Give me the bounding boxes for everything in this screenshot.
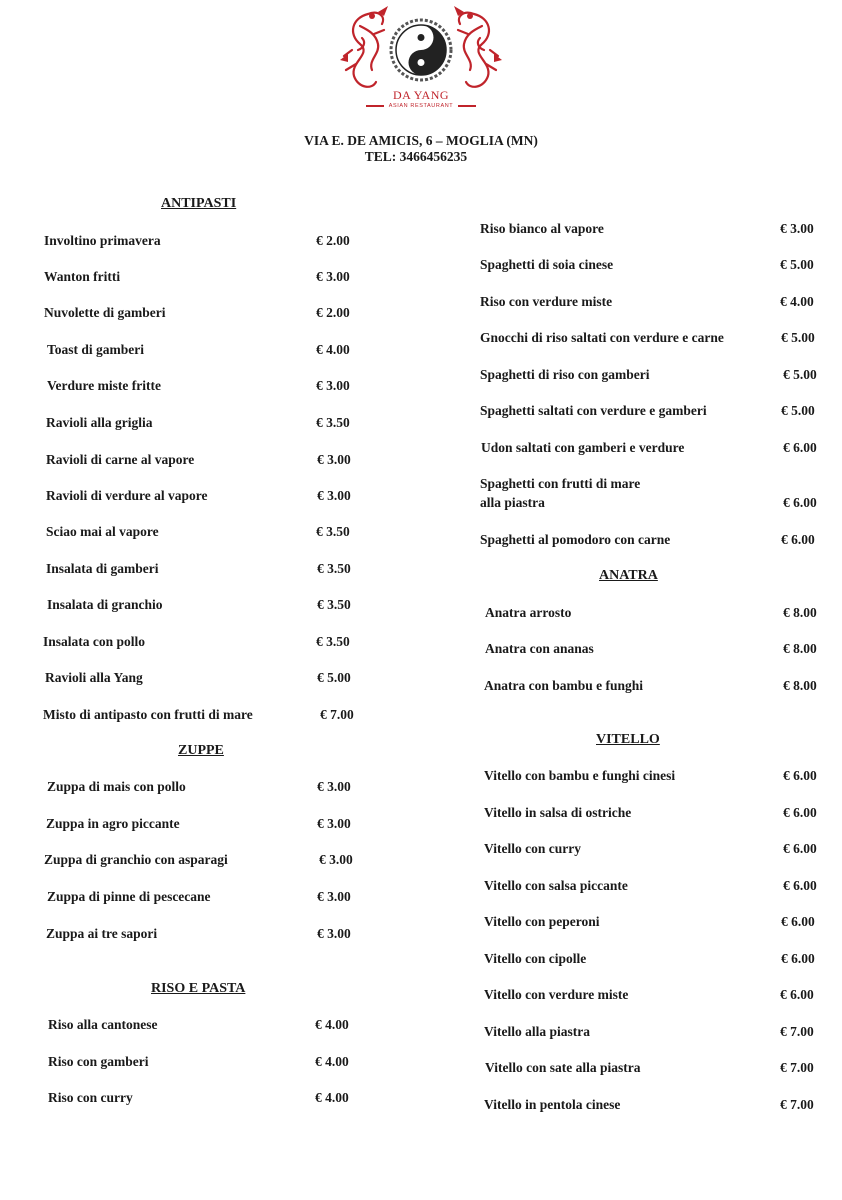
- menu-item: Udon saltati con gamberi e verdure: [481, 440, 685, 455]
- section-title-vitello: VITELLO: [596, 732, 660, 747]
- menu-item: Insalata con pollo: [43, 634, 146, 649]
- menu-price: € 4.00: [316, 342, 350, 357]
- menu-item: Zuppa di mais con pollo: [47, 779, 186, 794]
- menu-price: € 6.00: [783, 768, 817, 783]
- menu-price: € 3.50: [316, 415, 350, 430]
- menu-item: Spaghetti di riso con gamberi: [480, 367, 650, 382]
- menu-item: Vitello con curry: [484, 841, 581, 856]
- menu-item: Riso con gamberi: [48, 1054, 149, 1069]
- menu-item: Spaghetti di soia cinese: [480, 257, 614, 272]
- menu-price: € 7.00: [780, 1060, 814, 1075]
- section-title-antipasti: ANTIPASTI: [161, 196, 237, 211]
- menu-item: Ravioli di carne al vapore: [46, 452, 195, 467]
- menu-item: Zuppa ai tre sapori: [46, 926, 158, 941]
- section-title-zuppe: ZUPPE: [178, 743, 224, 758]
- menu-item: Zuppa di pinne di pescecane: [47, 889, 211, 904]
- restaurant-address: [0, 133, 842, 165]
- menu-price: € 8.00: [783, 678, 817, 693]
- menu-price: € 7.00: [320, 707, 354, 722]
- menu-price: € 6.00: [783, 440, 817, 455]
- menu-item: Zuppa di granchio con asparagi: [44, 852, 228, 867]
- menu-price: € 6.00: [781, 951, 815, 966]
- menu-price: € 3.50: [317, 561, 351, 576]
- menu-item: Vitello in pentola cinese: [484, 1097, 621, 1112]
- menu-item: Involtino primavera: [44, 233, 161, 248]
- menu-price: € 3.00: [780, 221, 814, 236]
- menu-price: € 8.00: [783, 605, 817, 620]
- menu-price: € 5.00: [781, 330, 815, 345]
- menu-item: Sciao mai al vapore: [46, 524, 159, 539]
- menu-price: € 6.00: [783, 841, 817, 856]
- menu-price: € 2.00: [316, 305, 350, 320]
- logo-name: DA YANG: [392, 88, 450, 102]
- menu-price: € 6.00: [783, 805, 817, 820]
- menu-item: Riso con verdure miste: [480, 294, 613, 309]
- menu-price: € 3.00: [317, 926, 351, 941]
- menu-price: € 3.50: [316, 524, 350, 539]
- menu-item: Vitello con cipolle: [484, 951, 587, 966]
- menu-price: € 5.00: [783, 367, 817, 382]
- menu-item: Vitello con verdure miste: [484, 987, 629, 1002]
- telephone-line: TEL: 3466456235: [364, 149, 468, 164]
- menu-price: € 6.00: [781, 914, 815, 929]
- menu-item: Ravioli alla griglia: [46, 415, 153, 430]
- menu-item: Vitello con peperoni: [484, 914, 600, 929]
- menu-item: Vitello con sate alla piastra: [485, 1060, 641, 1075]
- menu-price: € 3.50: [317, 597, 351, 612]
- menu-item: Ravioli di verdure al vapore: [46, 488, 208, 503]
- menu-price: € 6.00: [783, 878, 817, 893]
- menu-item: Vitello con bambu e funghi cinesi: [484, 768, 676, 783]
- menu-item: Anatra con bambu e funghi: [484, 678, 644, 693]
- menu-price: € 5.00: [780, 257, 814, 272]
- menu-item: Spaghetti con frutti di mare: [480, 476, 641, 491]
- menu-item: Spaghetti saltati con verdure e gamberi: [480, 403, 707, 418]
- menu-price: € 4.00: [780, 294, 814, 309]
- menu-item: Zuppa in agro piccante: [46, 816, 180, 831]
- menu-item: Wanton fritti: [44, 269, 121, 284]
- menu-item: Insalata di granchio: [47, 597, 163, 612]
- menu-price: € 5.00: [317, 670, 351, 685]
- menu-item: Vitello alla piastra: [484, 1024, 590, 1039]
- restaurant-logo: [338, 4, 504, 112]
- menu-item: Gnocchi di riso saltati con verdure e carne: [480, 330, 724, 345]
- address-line: VIA E. DE AMICIS, 6 – MOGLIA (MN): [304, 133, 538, 148]
- menu-price: € 3.00: [317, 488, 351, 503]
- menu-price: € 4.00: [315, 1090, 349, 1105]
- menu-item: Vitello con salsa piccante: [484, 878, 628, 893]
- menu-item: Riso alla cantonese: [48, 1017, 158, 1032]
- menu-item-continuation: alla piastra: [480, 495, 545, 510]
- menu-price: € 3.00: [317, 452, 351, 467]
- menu-price: € 6.00: [783, 495, 817, 510]
- menu-price: € 4.00: [315, 1017, 349, 1032]
- menu-price: € 3.50: [316, 634, 350, 649]
- menu-price: € 3.00: [317, 779, 351, 794]
- menu-price: € 7.00: [780, 1024, 814, 1039]
- section-title-anatra: ANATRA: [599, 568, 658, 583]
- menu-item: Nuvolette di gamberi: [44, 305, 166, 320]
- menu-price: € 7.00: [780, 1097, 814, 1112]
- section-title-riso-e-pasta: RISO E PASTA: [151, 981, 246, 996]
- menu-price: € 3.00: [317, 889, 351, 904]
- menu-item: Riso con curry: [48, 1090, 133, 1105]
- menu-price: € 8.00: [783, 641, 817, 656]
- menu-item: Misto di antipasto con frutti di mare: [43, 707, 253, 722]
- menu-item: Spaghetti al pomodoro con carne: [480, 532, 671, 547]
- logo-subtitle: ASIAN RESTAURANT: [388, 103, 454, 109]
- menu-price: € 6.00: [780, 987, 814, 1002]
- menu-item: Verdure miste fritte: [47, 378, 161, 393]
- menu-price: € 3.00: [316, 378, 350, 393]
- menu-price: € 4.00: [315, 1054, 349, 1069]
- menu-item: Ravioli alla Yang: [45, 670, 143, 685]
- menu-price: € 2.00: [316, 233, 350, 248]
- menu-item: Riso bianco al vapore: [480, 221, 604, 236]
- menu-price: € 3.00: [317, 816, 351, 831]
- menu-item: Anatra con ananas: [485, 641, 594, 656]
- menu-price: € 3.00: [319, 852, 353, 867]
- menu-item: Vitello in salsa di ostriche: [484, 805, 632, 820]
- menu-item: Toast di gamberi: [47, 342, 145, 357]
- menu-item: Insalata di gamberi: [46, 561, 159, 576]
- menu-price: € 3.00: [316, 269, 350, 284]
- menu-price: € 6.00: [781, 532, 815, 547]
- menu-item: Anatra arrosto: [485, 605, 572, 620]
- menu-price: € 5.00: [781, 403, 815, 418]
